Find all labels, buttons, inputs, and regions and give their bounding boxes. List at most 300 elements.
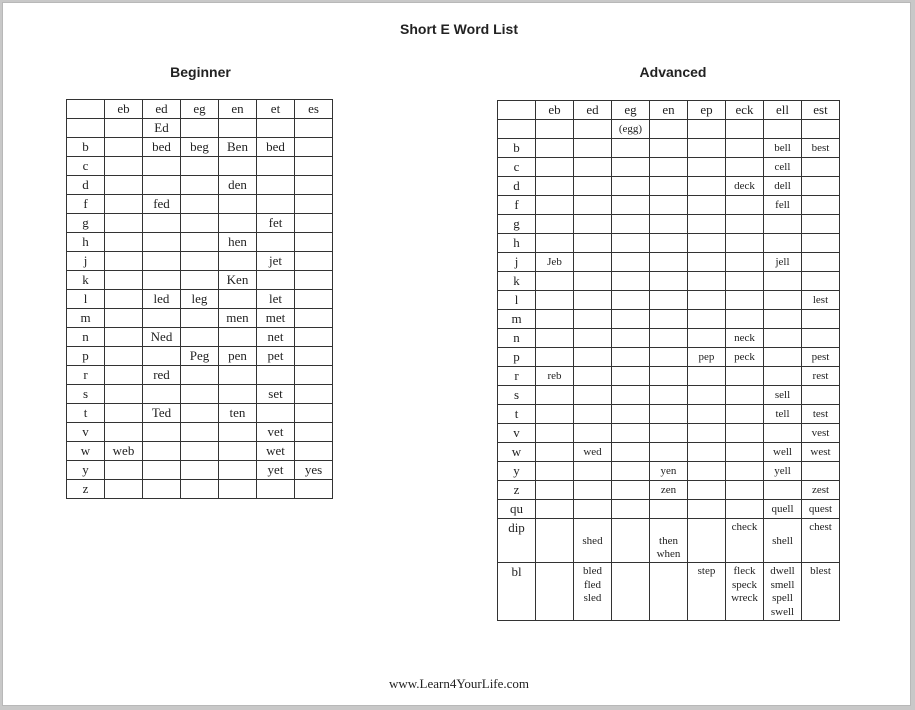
column-header [498,101,536,120]
word-cell [726,310,764,329]
table-row [67,404,333,423]
word-cell [295,423,333,442]
word-cell [143,271,181,290]
table-row [498,139,840,158]
word-cell [574,348,612,367]
word-cell [688,215,726,234]
word-cell [219,119,257,138]
word-cell [295,195,333,214]
word-cell [802,462,840,481]
word-cell [726,291,764,310]
word-cell [802,120,840,139]
word-cell [688,405,726,424]
word-cell [295,480,333,499]
word-cell [181,385,219,404]
word-cell: fet [257,214,295,233]
word-cell [726,500,764,519]
column-header: en [650,101,688,120]
word-cell: step [688,563,726,621]
word-cell: yes [295,461,333,480]
word-cell [105,404,143,423]
word-cell [143,385,181,404]
word-cell [764,367,802,386]
row-label: p [498,348,536,367]
word-cell [688,234,726,253]
word-cell [219,252,257,271]
word-cell [764,120,802,139]
word-cell: Jeb [536,253,574,272]
word-cell [764,272,802,291]
table-row [498,272,840,291]
word-cell [574,272,612,291]
word-cell: reb [536,367,574,386]
header-row [498,101,840,120]
word-cell [295,271,333,290]
word-cell [536,196,574,215]
row-label: z [67,480,105,499]
word-cell [181,176,219,195]
word-cell [688,120,726,139]
word-cell [802,329,840,348]
word-cell [536,177,574,196]
word-cell [688,481,726,500]
word-cell [219,480,257,499]
column-header: ed [143,100,181,119]
row-label: dip [498,519,536,563]
word-cell [295,347,333,366]
word-cell [574,329,612,348]
word-cell [764,291,802,310]
word-cell [612,500,650,519]
word-cell: west [802,443,840,462]
word-cell [612,519,650,563]
word-cell [181,404,219,423]
table-row [67,328,333,347]
word-cell [726,386,764,405]
word-cell [688,500,726,519]
word-cell [612,196,650,215]
word-cell [105,461,143,480]
word-cell [536,139,574,158]
row-label: l [498,291,536,310]
word-cell [688,367,726,386]
word-cell [181,214,219,233]
column-header: eg [612,101,650,120]
word-cell [574,462,612,481]
table-row [67,176,333,195]
word-cell [574,215,612,234]
word-cell [105,195,143,214]
word-cell [612,291,650,310]
word-cell [802,310,840,329]
advanced-word-table [497,100,840,621]
word-cell [219,442,257,461]
word-cell [688,443,726,462]
word-cell: Ken [219,271,257,290]
word-cell [574,253,612,272]
word-cell [105,157,143,176]
word-cell [143,214,181,233]
word-cell: Peg [181,347,219,366]
table-row [67,366,333,385]
beginner-word-table [66,99,333,499]
word-cell [650,386,688,405]
table-row [67,119,333,138]
word-cell: web [105,442,143,461]
beginner-heading: Beginner [170,64,231,80]
table-row [498,500,840,519]
word-cell [612,215,650,234]
word-cell [143,423,181,442]
word-cell [764,481,802,500]
word-cell: wed [574,443,612,462]
word-cell [650,329,688,348]
word-cell [726,215,764,234]
column-header: ell [764,101,802,120]
word-cell [612,563,650,621]
word-cell [650,139,688,158]
word-cell [295,119,333,138]
word-cell: fell [764,196,802,215]
table-row [498,405,840,424]
table-row [67,347,333,366]
table-row [498,367,840,386]
row-label: w [498,443,536,462]
word-cell [143,176,181,195]
row-label: s [498,386,536,405]
word-cell [105,138,143,157]
word-cell: fleck speck wreck [726,563,764,621]
word-cell [612,386,650,405]
word-cell: well [764,443,802,462]
row-label: r [67,366,105,385]
word-cell [688,272,726,291]
row-label: bl [498,563,536,621]
word-cell [726,405,764,424]
word-cell: test [802,405,840,424]
word-cell [295,442,333,461]
word-cell [181,423,219,442]
column-header: et [257,100,295,119]
word-cell [181,480,219,499]
word-cell [650,563,688,621]
word-cell [105,385,143,404]
word-cell [181,366,219,385]
word-cell: net [257,328,295,347]
row-label: g [498,215,536,234]
word-cell [105,271,143,290]
word-cell [257,233,295,252]
table-row [67,214,333,233]
word-cell [536,443,574,462]
word-cell [536,500,574,519]
word-cell [688,177,726,196]
word-cell: rest [802,367,840,386]
word-cell: lest [802,291,840,310]
word-cell [536,215,574,234]
word-cell: quest [802,500,840,519]
word-cell: let [257,290,295,309]
word-cell [802,215,840,234]
word-cell [105,176,143,195]
word-cell: shell [764,519,802,563]
word-cell: dell [764,177,802,196]
table-row [67,461,333,480]
table-row [498,310,840,329]
table-row [498,253,840,272]
word-cell [574,405,612,424]
word-cell [764,310,802,329]
table-row [498,158,840,177]
word-cell [143,347,181,366]
word-cell [536,481,574,500]
word-cell [105,366,143,385]
row-label: f [67,195,105,214]
table-row [67,271,333,290]
word-cell [650,500,688,519]
column-header: es [295,100,333,119]
word-cell [181,233,219,252]
word-cell: vet [257,423,295,442]
row-label: w [67,442,105,461]
word-cell [181,442,219,461]
word-cell [802,177,840,196]
table-row [67,195,333,214]
word-cell [726,253,764,272]
footer-url: www.Learn4YourLife.com [388,676,530,691]
word-cell: jell [764,253,802,272]
row-label: p [67,347,105,366]
word-cell [105,233,143,252]
word-cell [143,442,181,461]
row-label: z [498,481,536,500]
column-header: est [802,101,840,120]
word-cell [764,348,802,367]
row-label: c [67,157,105,176]
row-label: r [498,367,536,386]
word-cell [612,253,650,272]
word-cell [105,290,143,309]
word-cell [143,233,181,252]
word-cell: bled fled sled [574,563,612,621]
word-cell [612,405,650,424]
word-cell [257,195,295,214]
word-cell [764,215,802,234]
row-label: t [67,404,105,423]
word-cell [257,119,295,138]
column-header: ep [688,101,726,120]
word-cell [295,290,333,309]
table-row [498,386,840,405]
word-cell: red [143,366,181,385]
table-row [498,291,840,310]
word-cell: pest [802,348,840,367]
row-label: h [67,233,105,252]
word-cell [143,309,181,328]
word-cell [650,405,688,424]
table-row [67,423,333,442]
row-label: f [498,196,536,215]
word-cell [688,291,726,310]
word-cell: bed [257,138,295,157]
table-row [67,252,333,271]
word-cell: pep [688,348,726,367]
word-cell [219,195,257,214]
word-cell [257,404,295,423]
word-cell [688,310,726,329]
word-cell: deck [726,177,764,196]
word-cell [612,329,650,348]
header-row [67,100,333,119]
row-label: j [498,253,536,272]
word-cell [726,424,764,443]
word-cell: met [257,309,295,328]
row-label: b [498,139,536,158]
row-label [498,120,536,139]
word-cell [257,480,295,499]
word-cell [574,481,612,500]
table-row [67,233,333,252]
page-title: Short E Word List [400,21,518,37]
word-cell [295,157,333,176]
word-cell: tell [764,405,802,424]
word-cell: neck [726,329,764,348]
row-label: y [67,461,105,480]
word-cell: led [143,290,181,309]
word-cell [295,328,333,347]
word-cell [143,461,181,480]
word-cell [295,138,333,157]
word-cell [105,252,143,271]
word-cell: wet [257,442,295,461]
table-row [498,563,840,621]
word-cell [105,119,143,138]
word-cell [726,462,764,481]
table-row [67,385,333,404]
row-label: k [498,272,536,291]
word-cell [612,234,650,253]
word-cell [295,233,333,252]
row-label: y [498,462,536,481]
word-cell [295,176,333,195]
word-cell: (egg) [612,120,650,139]
word-cell: Ben [219,138,257,157]
word-cell [726,481,764,500]
word-cell [536,348,574,367]
word-cell [612,367,650,386]
row-label: j [67,252,105,271]
word-cell [536,158,574,177]
column-header: eb [536,101,574,120]
row-label [67,119,105,138]
word-cell [219,366,257,385]
row-label: c [498,158,536,177]
word-cell: best [802,139,840,158]
word-cell [295,309,333,328]
word-cell: quell [764,500,802,519]
word-cell [574,367,612,386]
word-cell: beg [181,138,219,157]
word-cell [257,271,295,290]
word-cell [726,158,764,177]
column-header: eb [105,100,143,119]
word-cell: Ed [143,119,181,138]
word-cell [650,443,688,462]
word-cell [574,386,612,405]
word-cell [574,424,612,443]
table-row [498,196,840,215]
table-row [498,120,840,139]
table-row [498,329,840,348]
word-cell: sell [764,386,802,405]
word-cell [650,177,688,196]
row-label: h [498,234,536,253]
row-label: m [498,310,536,329]
word-cell [257,157,295,176]
table-row [498,177,840,196]
word-cell: set [257,385,295,404]
word-cell [536,424,574,443]
word-cell [726,234,764,253]
table-row [498,481,840,500]
row-label: k [67,271,105,290]
word-cell: men [219,309,257,328]
word-cell [650,215,688,234]
word-cell [612,462,650,481]
word-cell [181,157,219,176]
word-cell [295,214,333,233]
word-cell [612,158,650,177]
word-cell [536,329,574,348]
word-cell [295,366,333,385]
word-cell [726,196,764,215]
word-cell [536,272,574,291]
word-cell [726,120,764,139]
word-cell [612,272,650,291]
word-cell: bell [764,139,802,158]
table-row [67,290,333,309]
word-cell [181,461,219,480]
row-label: d [67,176,105,195]
word-cell [688,462,726,481]
row-label: g [67,214,105,233]
row-label: s [67,385,105,404]
table-row [498,519,840,563]
word-cell [105,480,143,499]
word-cell [650,158,688,177]
word-cell: Ted [143,404,181,423]
word-cell [536,519,574,563]
row-label: d [498,177,536,196]
word-cell: fed [143,195,181,214]
row-label: l [67,290,105,309]
word-cell [650,310,688,329]
word-cell: peck [726,348,764,367]
word-cell [143,157,181,176]
word-cell [181,309,219,328]
word-cell [650,253,688,272]
column-header [67,100,105,119]
word-cell [612,481,650,500]
word-cell [574,234,612,253]
row-label: n [67,328,105,347]
word-cell [105,214,143,233]
word-cell [181,328,219,347]
word-cell [257,366,295,385]
word-cell [574,291,612,310]
word-cell [143,252,181,271]
word-cell [802,386,840,405]
